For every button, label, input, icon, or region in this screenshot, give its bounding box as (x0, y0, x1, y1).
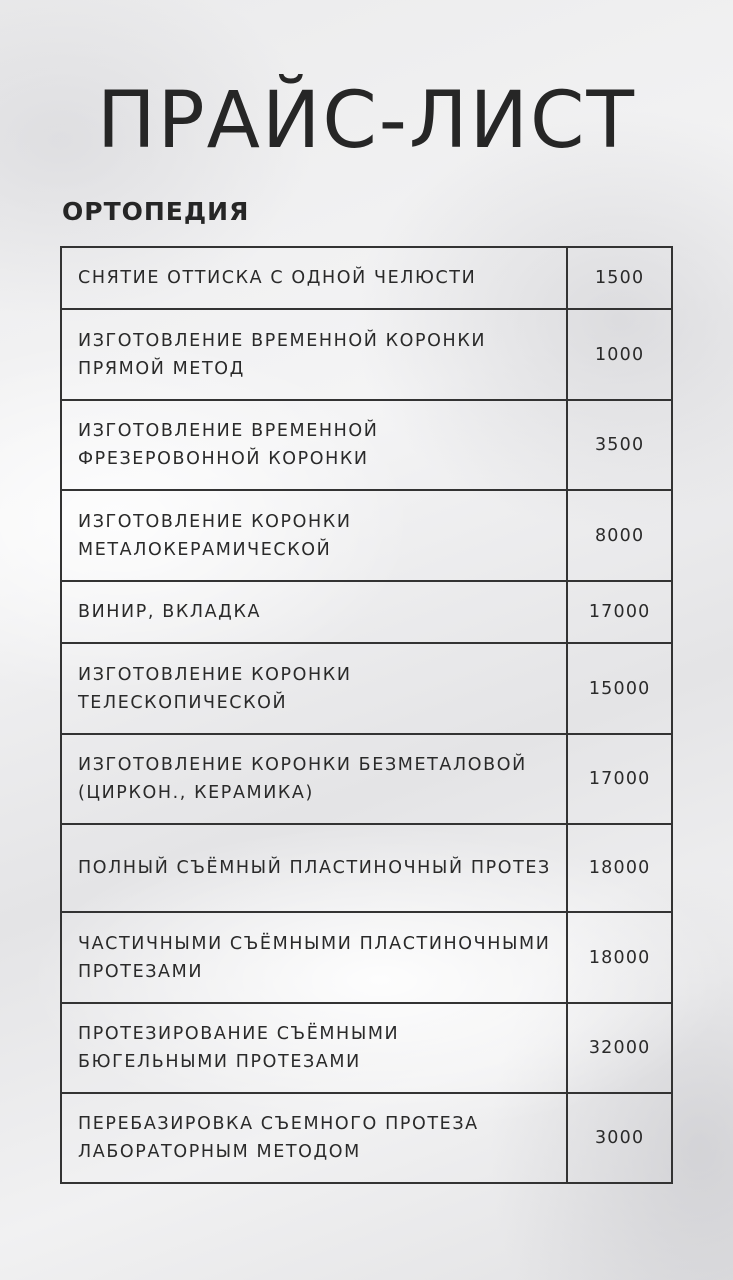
section-title: ОРТОПЕДИЯ (62, 197, 250, 226)
service-name: ПРОТЕЗИРОВАНИЕ СЪЁМНЫМИ БЮГЕЛЬНЫМИ ПРОТЕЗАМИ (61, 1003, 567, 1093)
service-price: 18000 (567, 824, 672, 912)
service-name: ЧАСТИЧНЫМИ СЪЁМНЫМИ ПЛАСТИНОЧНЫМИ ПРОТЕЗАМИ (61, 912, 567, 1003)
service-price: 18000 (567, 912, 672, 1003)
service-price: 1500 (567, 247, 672, 309)
service-price: 1000 (567, 309, 672, 400)
table-row (61, 309, 672, 400)
service-name: ИЗГОТОВЛЕНИЕ ВРЕМЕННОЙ КОРОНКИ ПРЯМОЙ МЕТОД (61, 309, 567, 400)
service-price: 3500 (567, 400, 672, 490)
table-row (61, 490, 672, 581)
service-name: ВИНИР, ВКЛАДКА (61, 581, 567, 643)
service-name: ИЗГОТОВЛЕНИЕ ВРЕМЕННОЙ ФРЕЗЕРОВОННОЙ КОРОНКИ (61, 400, 567, 490)
service-name: ПОЛНЫЙ СЪЁМНЫЙ ПЛАСТИНОЧНЫЙ ПРОТЕЗ (61, 824, 567, 912)
table-row (61, 1093, 672, 1183)
service-name: ИЗГОТОВЛЕНИЕ КОРОНКИ МЕТАЛОКЕРАМИЧЕСКОЙ (61, 490, 567, 581)
table-row (61, 581, 672, 643)
service-name: ПЕРЕБАЗИРОВКА СЪЕМНОГО ПРОТЕЗА ЛАБОРАТОРНЫМ МЕТОДОМ (61, 1093, 567, 1183)
table-row (61, 247, 672, 309)
service-price: 8000 (567, 490, 672, 581)
table-row (61, 912, 672, 1003)
service-name: ИЗГОТОВЛЕНИЕ КОРОНКИ БЕЗМЕТАЛОВОЙ (ЦИРКОН., КЕРАМИКА) (61, 734, 567, 824)
table-row (61, 734, 672, 824)
service-name: СНЯТИЕ ОТТИСКА С ОДНОЙ ЧЕЛЮСТИ (61, 247, 567, 309)
price-table (60, 246, 673, 1184)
service-price: 3000 (567, 1093, 672, 1183)
service-name: ИЗГОТОВЛЕНИЕ КОРОНКИ ТЕЛЕСКОПИЧЕСКОЙ (61, 643, 567, 734)
table-row (61, 643, 672, 734)
table-row (61, 824, 672, 912)
page-title: ПРАЙС-ЛИСТ (96, 76, 637, 166)
service-price: 15000 (567, 643, 672, 734)
service-price: 32000 (567, 1003, 672, 1093)
table-row (61, 1003, 672, 1093)
table-row (61, 400, 672, 490)
service-price: 17000 (567, 734, 672, 824)
service-price: 17000 (567, 581, 672, 643)
